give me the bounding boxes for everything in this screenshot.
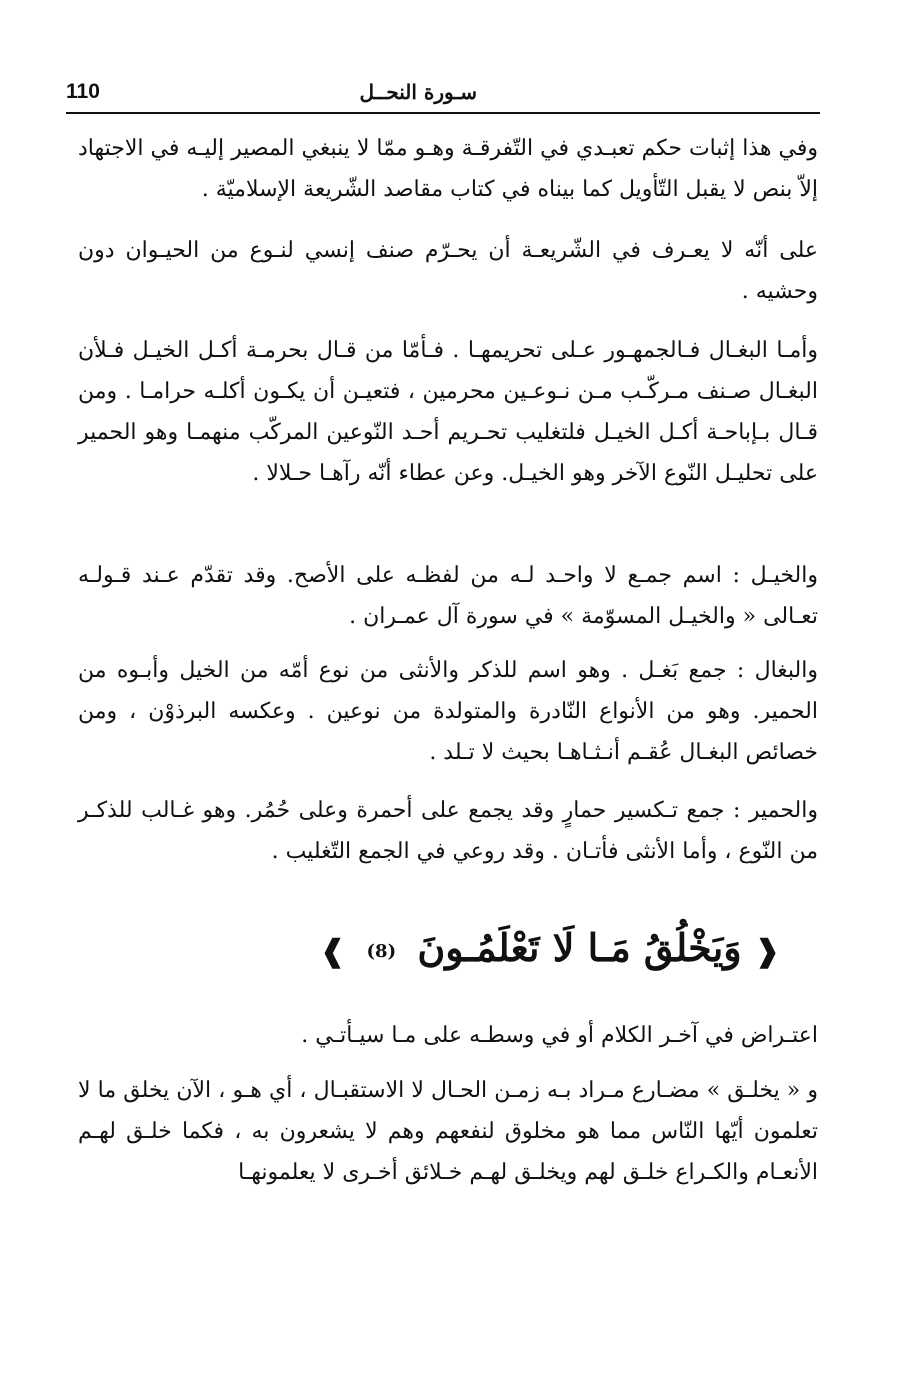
paragraph: وفي هذا إثبات حكم تعبـدي في التّفرقـة وهـو ممّا لا ينبغي المصير إليـه في الاجتهاد إلاّ بنص لا يقبل التّأويل كما بيناه في كتاب مقاصد الشّريعة الإسلاميّة . [78, 136, 818, 202]
verse-text: وَيَخْلُقُ مَـا لَا تَعْلَمُـونَ [417, 925, 742, 970]
surah-title: سـورة النحــل [359, 80, 477, 104]
verse-open-ornament: ❰ [754, 934, 780, 969]
paragraph: والخيـل : اسم جمـع لا واحـد لـه من لفظـه على الأصح. وقد تقدّم عـند قـولـه تعـالى « والخيـل المسوّمة » في سورة آل عمـران . [78, 563, 818, 629]
tafsir-paragraph: اعتـراض في آخـر الكلام أو في وسطـه على مـا سيـأتـي . [301, 1023, 818, 1048]
verse-close-ornament: ❱ [320, 934, 346, 969]
quran-verse [320, 925, 780, 970]
page-number: 110 [66, 80, 100, 103]
tafsir-paragraph: و « يخلـق » مضـارع مـراد بـه زمـن الحـال لا الاستقبـال ، أي هـو ، الآن يخلق ما لا تعلمون أيّها النّاس مما هو مخلوق لنفعهم وهم لا يشعرون به ، فكما خلـق لهـم الأنعـام والكـراع خلـق لهم ويخلـق لهـم خـلائق أخـرى لا يعلمونهـا [78, 1078, 818, 1185]
paragraph: على أنّه لا يعـرف في الشّريعـة أن يحـرّم صنف إنسي لنـوع من الحيـوان دون وحشيه . [78, 238, 818, 304]
paragraph: وأمـا البغـال فـالجمهـور عـلى تحريمهـا . فـأمّا من قـال بحرمـة أكـل الخيـل فـلأن البغـال صـنف مـركّـب مـن نـوعـين محرمين ، فتعيـن أن يكـون أكلـه حرامـا . ومن قـال بـإباحـة أكـل الخيـل فلتغليب تحـريم أحـد النّوعين المركّب منهمـا وهو الحمير على تحليـل النّوع الآخر وهو الخيـل. وعن عطاء أنّه رآهـا حـلالا . [78, 338, 818, 486]
verse-number: (8) [366, 941, 397, 962]
paragraph: والحمير : جمع تـكسير حمارٍ وقد يجمع على أحمرة وعلى حُمُر. وهو غـالب للذكـر من النّوع ، وأما الأنثى فأتـان . وقد روعي في الجمع التّغليب . [78, 798, 818, 864]
paragraph: والبغال : جمع بَغـل . وهو اسم للذكر والأنثى من نوع أمّه من الخيل وأبـوه من الحمير. وهو من الأنواع النّادرة والمتولدة من نوعين . وعكسه البرذوْن ، ومن خصائص البغـال عُقـم أنـثـاهـا بحيث لا تـلد . [78, 658, 818, 765]
page-header [66, 78, 820, 114]
